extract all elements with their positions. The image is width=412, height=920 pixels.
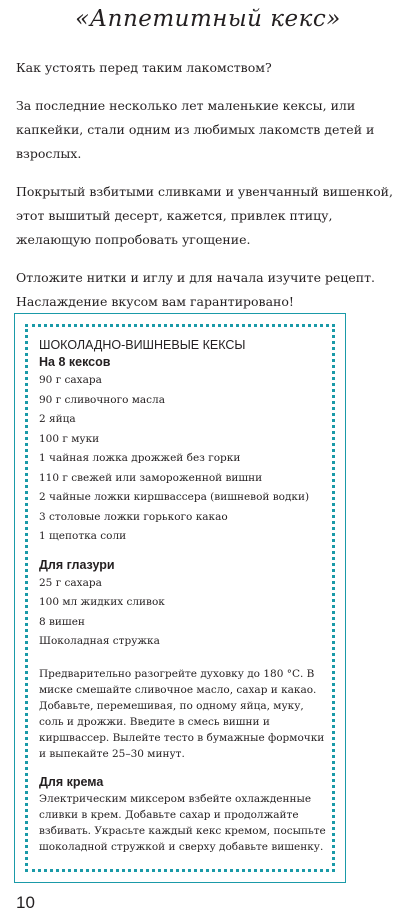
glaze-ingredient-item: 8 вишен xyxy=(39,615,85,628)
ingredient-item: 1 чайная ложка дрожжей без горки xyxy=(39,452,241,464)
cream-instructions-paragraph: Электрическим миксером взбейте охлажденные сливки в крем. Добавьте сахар и продолжайте взбивать. Украсьте каждый кекс кремом, посыпьте шоколадной стружкой и сверху добавьте вишенку. xyxy=(39,792,326,853)
cream-heading: Для крема xyxy=(39,774,104,789)
recipe-content xyxy=(39,337,329,855)
ingredient-item: 90 г сливочного масла xyxy=(39,393,165,406)
ingredient-item: 1 щепотка соли xyxy=(39,530,127,542)
ingredient-item: 100 г муки xyxy=(39,432,100,445)
page-number: 10 xyxy=(16,893,35,912)
ingredient-item: 2 чайные ложки киршвассера (вишневой водки) xyxy=(39,491,310,503)
glaze-ingredient-list xyxy=(39,574,329,652)
glaze-ingredient-item: Шоколадная стружка xyxy=(39,635,160,647)
instructions-paragraph: Предварительно разогрейте духовку до 180 °С. В миске смешайте сливочное масло, сахар и какао. Добавьте, перемешивая, по одному яйца, муку, соль и дрожжи. Введите в смесь вишни и киршвассер. Вылейте тесто в бумажные формочки и выпекайте 25–30 минут. xyxy=(39,667,325,760)
servings-heading: На 8 кексов xyxy=(39,355,111,369)
glaze-ingredient-item: 100 мл жидких сливок xyxy=(39,596,165,608)
glaze-heading: Для глазури xyxy=(39,557,115,572)
intro-paragraph: За последние несколько лет маленькие кексы, или капкейки, стали одним из любимых лакомств детей и взрослых. xyxy=(16,98,375,161)
intro-text xyxy=(16,56,396,328)
intro-paragraph: Отложите нитки и иглу и для начала изучите рецепт. Наслаждение вкусом вам гарантировано! xyxy=(16,270,376,309)
page-title: «Аппетитный кекс» xyxy=(75,6,341,32)
recipe-title: ШОКОЛАДНО-ВИШНЕВЫЕ КЕКСЫ xyxy=(39,338,246,352)
ingredient-item: 3 столовые ложки горького какао xyxy=(39,510,228,523)
ingredient-item: 90 г сахара xyxy=(39,374,102,386)
ingredient-item: 110 г свежей или замороженной вишни xyxy=(39,471,263,484)
ingredient-item: 2 яйца xyxy=(39,413,76,425)
intro-paragraph: Покрытый взбитыми сливками и увенчанный вишенкой, этот вышитый десерт, кажется, привлек птицу, желающую попробовать угощение. xyxy=(16,184,393,247)
intro-paragraph: Как устоять перед таким лакомством? xyxy=(16,60,272,75)
glaze-ingredient-item: 25 г сахара xyxy=(39,576,102,589)
ingredient-list xyxy=(39,371,329,547)
